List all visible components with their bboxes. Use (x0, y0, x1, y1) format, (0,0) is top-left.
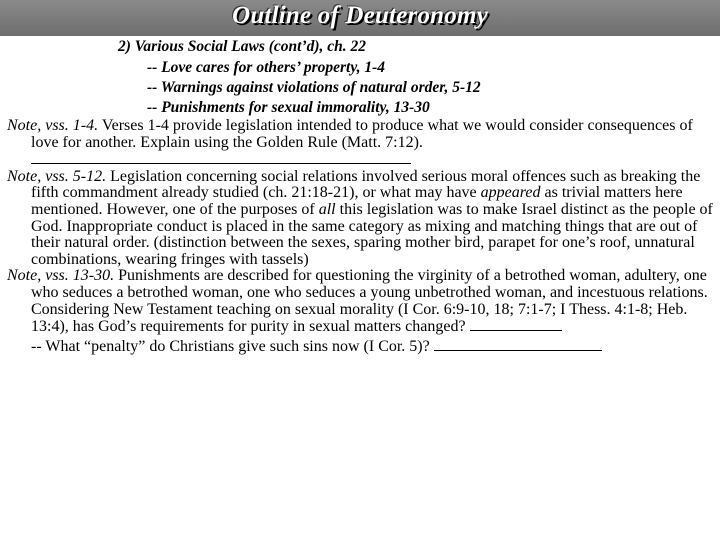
note-reference: Note, vss. 1-4. (7, 117, 99, 134)
outline-subpoint-1: -- Love cares for others’ property, 1-4 (147, 59, 386, 76)
note-reference: Note, vss. 13-30. (7, 267, 115, 285)
answer-blank[interactable] (470, 318, 562, 331)
emphasized-word: appeared (480, 184, 541, 202)
note-text: as trivial matters here mentioned. However, one of the purposes of (31, 184, 683, 218)
note-vss-5-12 (7, 169, 717, 269)
note-text: Legislation concerning social relations involved serious moral offences such as breaking the fifth commandment already studied (ch. 21:18-21), or what may have (31, 167, 701, 202)
answer-blank[interactable] (31, 151, 411, 164)
emphasized-word: all (318, 200, 336, 218)
note-vss-13-30 (7, 268, 717, 335)
answer-blank[interactable] (434, 338, 602, 351)
slide-title: Outline of Deuteronomy (232, 2, 488, 29)
note-followup-question (31, 338, 717, 356)
outline-main-point: 2) Various Social Laws (cont’d), ch. 22 (118, 38, 367, 55)
note-reference: Note, vss. 5-12. (7, 167, 107, 185)
notes-section (7, 118, 717, 355)
note-text: this legislation was to make Israel distinct as the people of God. Inappropriate conduct is placed in the same category as mixing and matching things that are out of their natural order. (distinction between the sexes, sparing mother bird, parapet for one’s roof, unnatural combinations, wearing fringes with tassels) (31, 200, 713, 268)
outline-subpoint-3: -- Punishments for sexual immorality, 13-30 (147, 99, 430, 116)
note-vss-1-4 (7, 118, 717, 169)
note-text: Punishments are described for questioning the virginity of a betrothed woman, adultery, one who seduces a betrothed woman, one who seduces a young unbetrothed woman, and incestuous relations. Considering New Testament teaching on sexual morality (I Cor. 6:9-10, 18; 7:1-7; I Thess. 4:1-8; Heb. 13:4), has God’s requirements for purity in sexual matters changed? (31, 267, 708, 336)
note-text: Verses 1-4 provide legislation intended to produce what we would consider consequences of love for another. Explain using the Golden Rule (Matt. 7:12). (31, 117, 693, 151)
followup-text: -- What “penalty” do Christians give such sins now (I Cor. 5)? (31, 337, 430, 355)
outline-subpoint-2: -- Warnings against violations of natural order, 5-12 (147, 79, 481, 96)
